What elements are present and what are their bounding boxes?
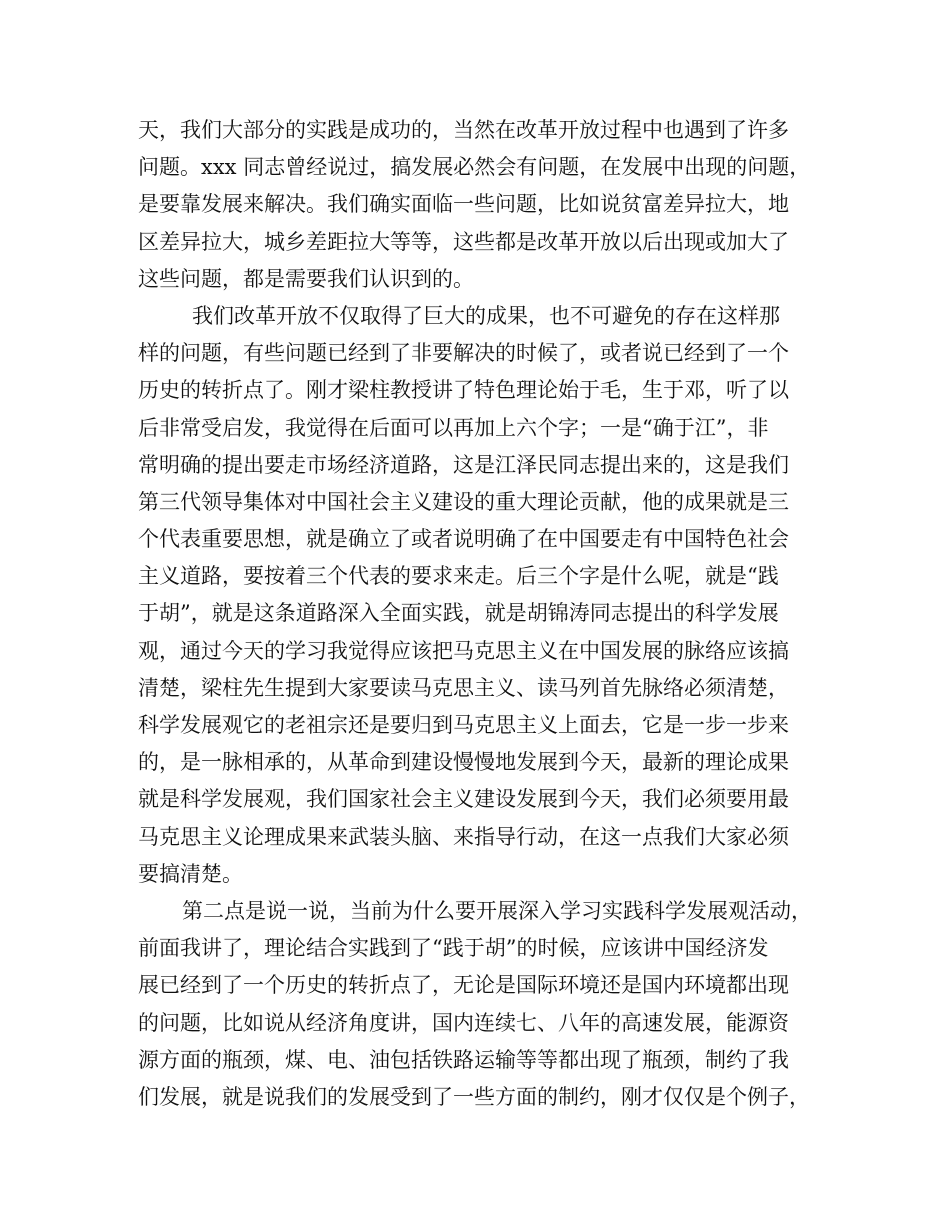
text-line: 观，通过今天的学习我觉得应该把马克思主义在中国发展的脉络应该搞 (138, 638, 789, 663)
text-line: 主义道路，要按着三个代表的要求来走。后三个字是什么呢，就是“践 (138, 564, 779, 589)
paragraph-3 (138, 893, 818, 1116)
text-line: 区差异拉大，城乡差距拉大等等，这些都是改革开放以后出现或加大了 (138, 229, 789, 254)
text-line: 源方面的瓶颈，煤、电、油包括铁路运输等等都出现了瓶颈，制约了我 (138, 1047, 789, 1072)
text-line: 马克思主义论理成果来武装头脑、来指导行动，在这一点我们大家必须 (138, 824, 789, 849)
text-line: 常明确的提出要走市场经济道路，这是江泽民同志提出来的，这是我们 (138, 452, 789, 477)
text-line: 科学发展观它的老祖宗还是要归到马克思主义上面去，它是一步一步来 (138, 713, 789, 737)
text-line: 们发展，就是说我们的发展受到了一些方面的制约，刚才仅仅是个例子， (138, 1084, 810, 1109)
text-line: 问题。xxx 同志曾经说过，搞发展必然会有问题，在发展中出现的问题， (138, 155, 811, 180)
text-line: 样的问题，有些问题已经到了非要解决的时候了，或者说已经到了一个 (138, 341, 789, 366)
text-line: 第三代领导集体对中国社会主义建设的重大理论贡献，他的成果就是三 (138, 489, 789, 514)
text-line: 后非常受启发，我觉得在后面可以再加上六个字；一是“确于江”，非 (138, 415, 769, 440)
text-line: 这些问题，都是需要我们认识到的。 (138, 266, 474, 291)
text-line: 清楚，梁柱先生提到大家要读马克思主义、读马列首先脉络必须清楚， (138, 675, 789, 700)
document-body (138, 112, 818, 1116)
text-line: 就是科学发展观，我们国家社会主义建设发展到今天，我们必须要用最 (138, 787, 789, 812)
paragraph-1 (138, 112, 818, 298)
paragraph-2 (138, 298, 818, 893)
text-line: 个代表重要思想，就是确立了或者说明确了在中国要走有中国特色社会 (138, 527, 789, 552)
text-line: 于胡”，就是这条道路深入全面实践，就是胡锦涛同志提出的科学发展 (138, 601, 779, 626)
text-line: 的，是一脉相承的，从革命到建设慢慢地发展到今天，最新的理论成果 (138, 750, 789, 775)
text-line: 前面我讲了，理论结合实践到了“践于胡”的时候，应该讲中国经济发 (138, 936, 769, 961)
text-line: 要搞清楚。 (138, 861, 243, 886)
text-line: 展已经到了一个历史的转折点了，无论是国际环境还是国内环境都出现 (138, 973, 789, 998)
text-line: 历史的转折点了。刚才梁柱教授讲了特色理论始于毛，生于邓，听了以 (138, 378, 789, 403)
text-line: 是要靠发展来解决。我们确实面临一些问题，比如说贫富差异拉大，地 (138, 192, 789, 217)
text-line: 的问题，比如说从经济角度讲，国内连续七、八年的高速发展，能源资 (138, 1010, 789, 1035)
text-line: 天，我们大部分的实践是成功的，当然在改革开放过程中也遇到了许多 (138, 118, 789, 142)
text-line: 第二点是说一说，当前为什么要开展深入学习实践科学发展观活动， (182, 898, 812, 923)
text-line: 我们改革开放不仅取得了巨大的成果，也不可避免的存在这样那 (192, 303, 780, 328)
